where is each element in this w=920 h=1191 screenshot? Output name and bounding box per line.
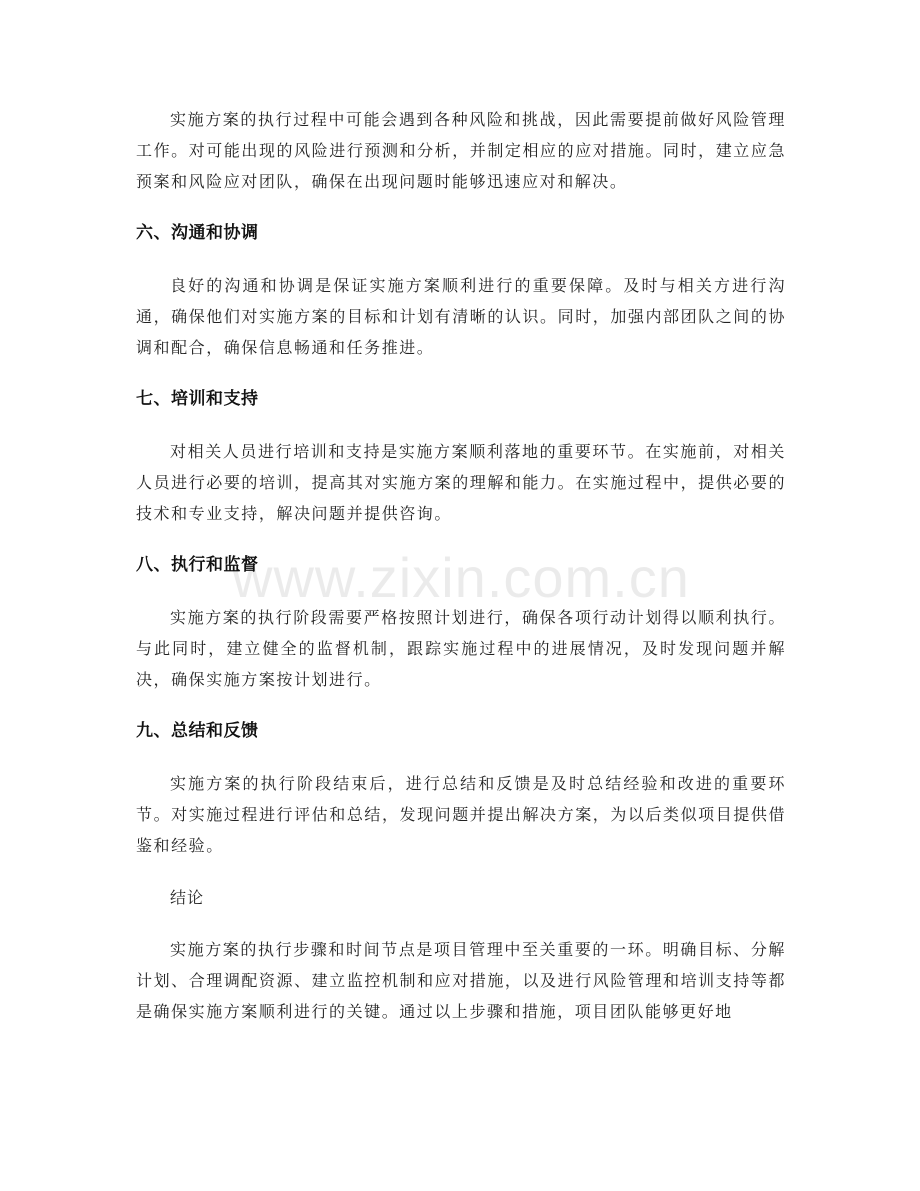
document-body [136, 104, 786, 1027]
paragraph-training: 对相关人员进行培训和支持是实施方案顺利落地的重要环节。在实施前，对相关人员进行必要的培训，提高其对实施方案的理解和能力。在实施过程中，提供必要的技术和专业支持，解决问题并提供咨询。 [136, 442, 786, 523]
section-heading-execution: 八、执行和监督 [136, 555, 259, 575]
paragraph-risk-management: 实施方案的执行过程中可能会遇到各种风险和挑战，因此需要提前做好风险管理工作。对可能出现的风险进行预测和分析，并制定相应的应对措施。同时，建立应急预案和风险应对团队，确保在出现问题时能够迅速应对和解决。 [136, 110, 786, 191]
paragraph-conclusion: 实施方案的执行步骤和时间节点是项目管理中至关重要的一环。明确目标、分解计划、合理调配资源、建立监控机制和应对措施，以及进行风险管理和培训支持等都是确保实施方案顺利进行的关键。通过以上步骤和措施，项目团队能够更好地 [136, 940, 786, 1021]
paragraph-execution: 实施方案的执行阶段需要严格按照计划进行，确保各项行动计划得以顺利执行。与此同时，建立健全的监督机制，跟踪实施过程中的进展情况，及时发现问题并解决，确保实施方案按计划进行。 [136, 608, 786, 689]
paragraph-communication: 良好的沟通和协调是保证实施方案顺利进行的重要保障。及时与相关方进行沟通，确保他们对实施方案的目标和计划有清晰的认识。同时，加强内部团队之间的协调和配合，确保信息畅通和任务推进。 [136, 276, 786, 357]
section-heading-training: 七、培训和支持 [136, 389, 259, 409]
section-heading-summary: 九、总结和反馈 [136, 721, 259, 741]
watermark: www.zixin.com.cn [232, 546, 690, 609]
section-heading-communication: 六、沟通和协调 [136, 223, 259, 243]
paragraph-summary: 实施方案的执行阶段结束后，进行总结和反馈是及时总结经验和改进的重要环节。对实施过程进行评估和总结，发现问题并提出解决方案，为以后类似项目提供借鉴和经验。 [136, 774, 786, 855]
conclusion-label: 结论 [170, 888, 205, 907]
